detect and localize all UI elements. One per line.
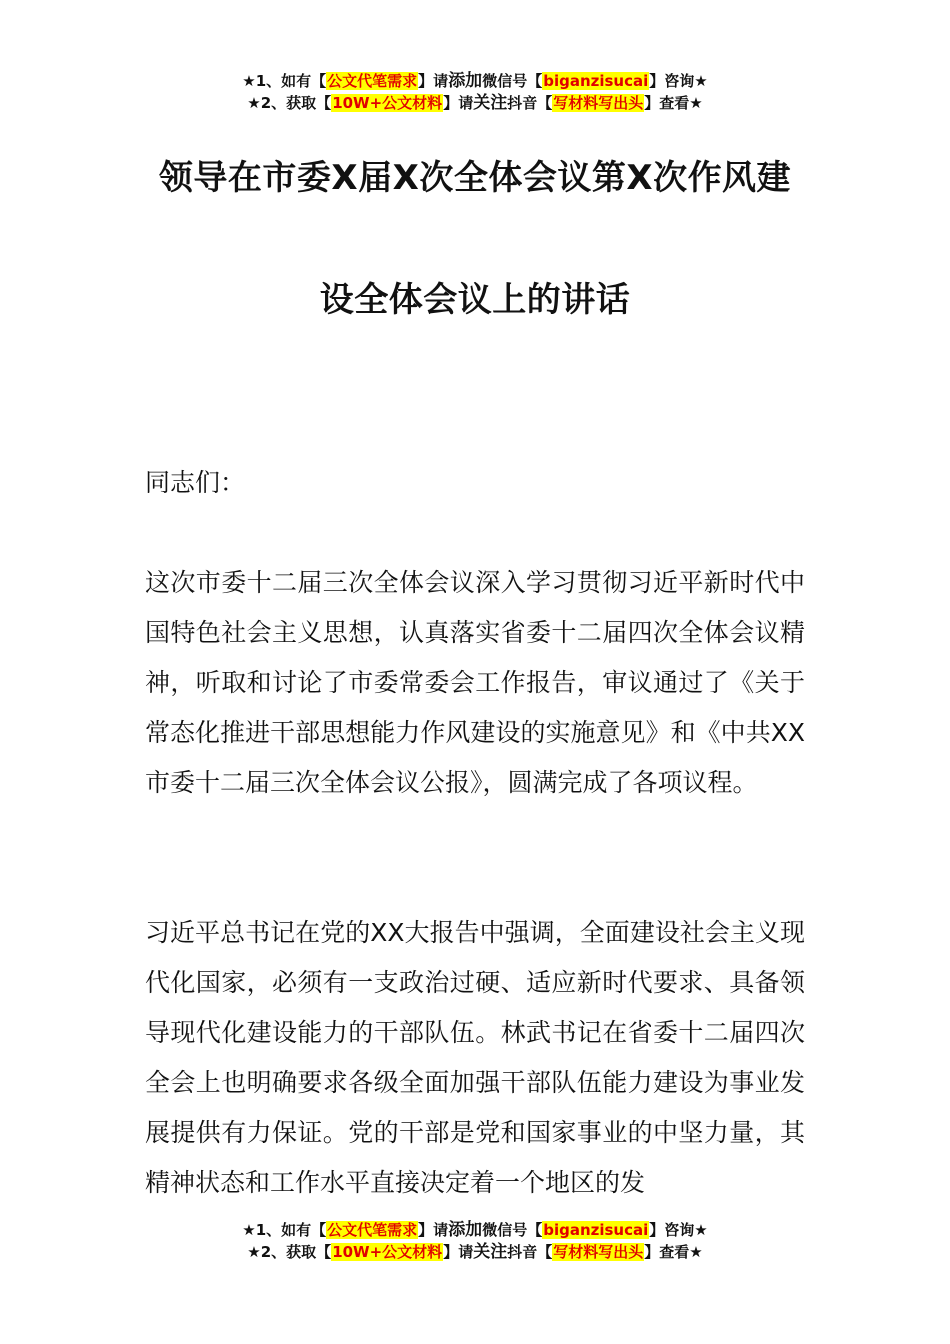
document-title-line-1: 领导在市委X届X次全体会议第X次作风建 (158, 158, 792, 198)
banner-text: 】查看★ (644, 94, 703, 112)
salutation: 同志们： (145, 468, 246, 497)
banner-text: 】请 (443, 94, 474, 112)
footer-banner (0, 1219, 950, 1263)
banner-line-1 (0, 70, 950, 92)
banner-line-2 (0, 1241, 950, 1263)
banner-text: 抖音【 (507, 1243, 553, 1261)
banner-text: ★1、如有【 (242, 72, 327, 90)
banner-text: 】咨询★ (649, 1221, 708, 1239)
banner-text: 】请 (418, 1221, 449, 1239)
banner-line-1 (0, 1219, 950, 1241)
banner-text: 】请 (443, 1243, 474, 1261)
banner-text: 微信号【 (482, 1221, 543, 1239)
banner-line-2 (0, 92, 950, 114)
banner-emphasis: 添加 (448, 1220, 483, 1240)
banner-highlight: 10W+公文材料 (332, 1243, 443, 1261)
banner-highlight: biganzisucai (543, 72, 649, 90)
banner-highlight: 10W+公文材料 (332, 94, 443, 112)
body-paragraph-2: 习近平总书记在党的XX大报告中强调，全面建设社会主义现代化国家，必须有一支政治过硬、适应新时代要求、具备领导现代化建设能力的干部队伍。林武书记在省委十二届四次全会上也明确要求各级全面加强干部队伍能力建设为事业发展提供有力保证。党的干部是党和国家事业的中坚力量，其精神状态和工作水平直接决定着一个地区的发 (145, 918, 805, 1197)
header-banner (0, 70, 950, 114)
banner-emphasis: 添加 (448, 71, 483, 91)
banner-highlight: 写材料写出头 (553, 94, 644, 112)
banner-text: ★2、获取【 (247, 1243, 332, 1261)
banner-emphasis: 关注 (473, 93, 508, 113)
banner-text: 】请 (418, 72, 449, 90)
banner-highlight: 写材料写出头 (553, 1243, 644, 1261)
banner-highlight: 公文代笔需求 (327, 1221, 418, 1239)
banner-text: 微信号【 (482, 72, 543, 90)
banner-text: 】查看★ (644, 1243, 703, 1261)
banner-highlight: biganzisucai (543, 1221, 649, 1239)
body-paragraph-1: 这次市委十二届三次全体会议深入学习贯彻习近平新时代中国特色社会主义思想，认真落实省委十二届四次全体会议精神，听取和讨论了市委常委会工作报告，审议通过了《关于常态化推进干部思想能力作风建设的实施意见》和《中共XX市委十二届三次全体会议公报》，圆满完成了各项议程。 (145, 568, 805, 797)
banner-highlight: 公文代笔需求 (327, 72, 418, 90)
banner-text: 抖音【 (507, 94, 553, 112)
banner-emphasis: 关注 (473, 1242, 508, 1262)
document-title-line-2: 设全体会议上的讲话 (319, 280, 631, 320)
banner-text: ★1、如有【 (242, 1221, 327, 1239)
banner-text: ★2、获取【 (247, 94, 332, 112)
banner-text: 】咨询★ (649, 72, 708, 90)
